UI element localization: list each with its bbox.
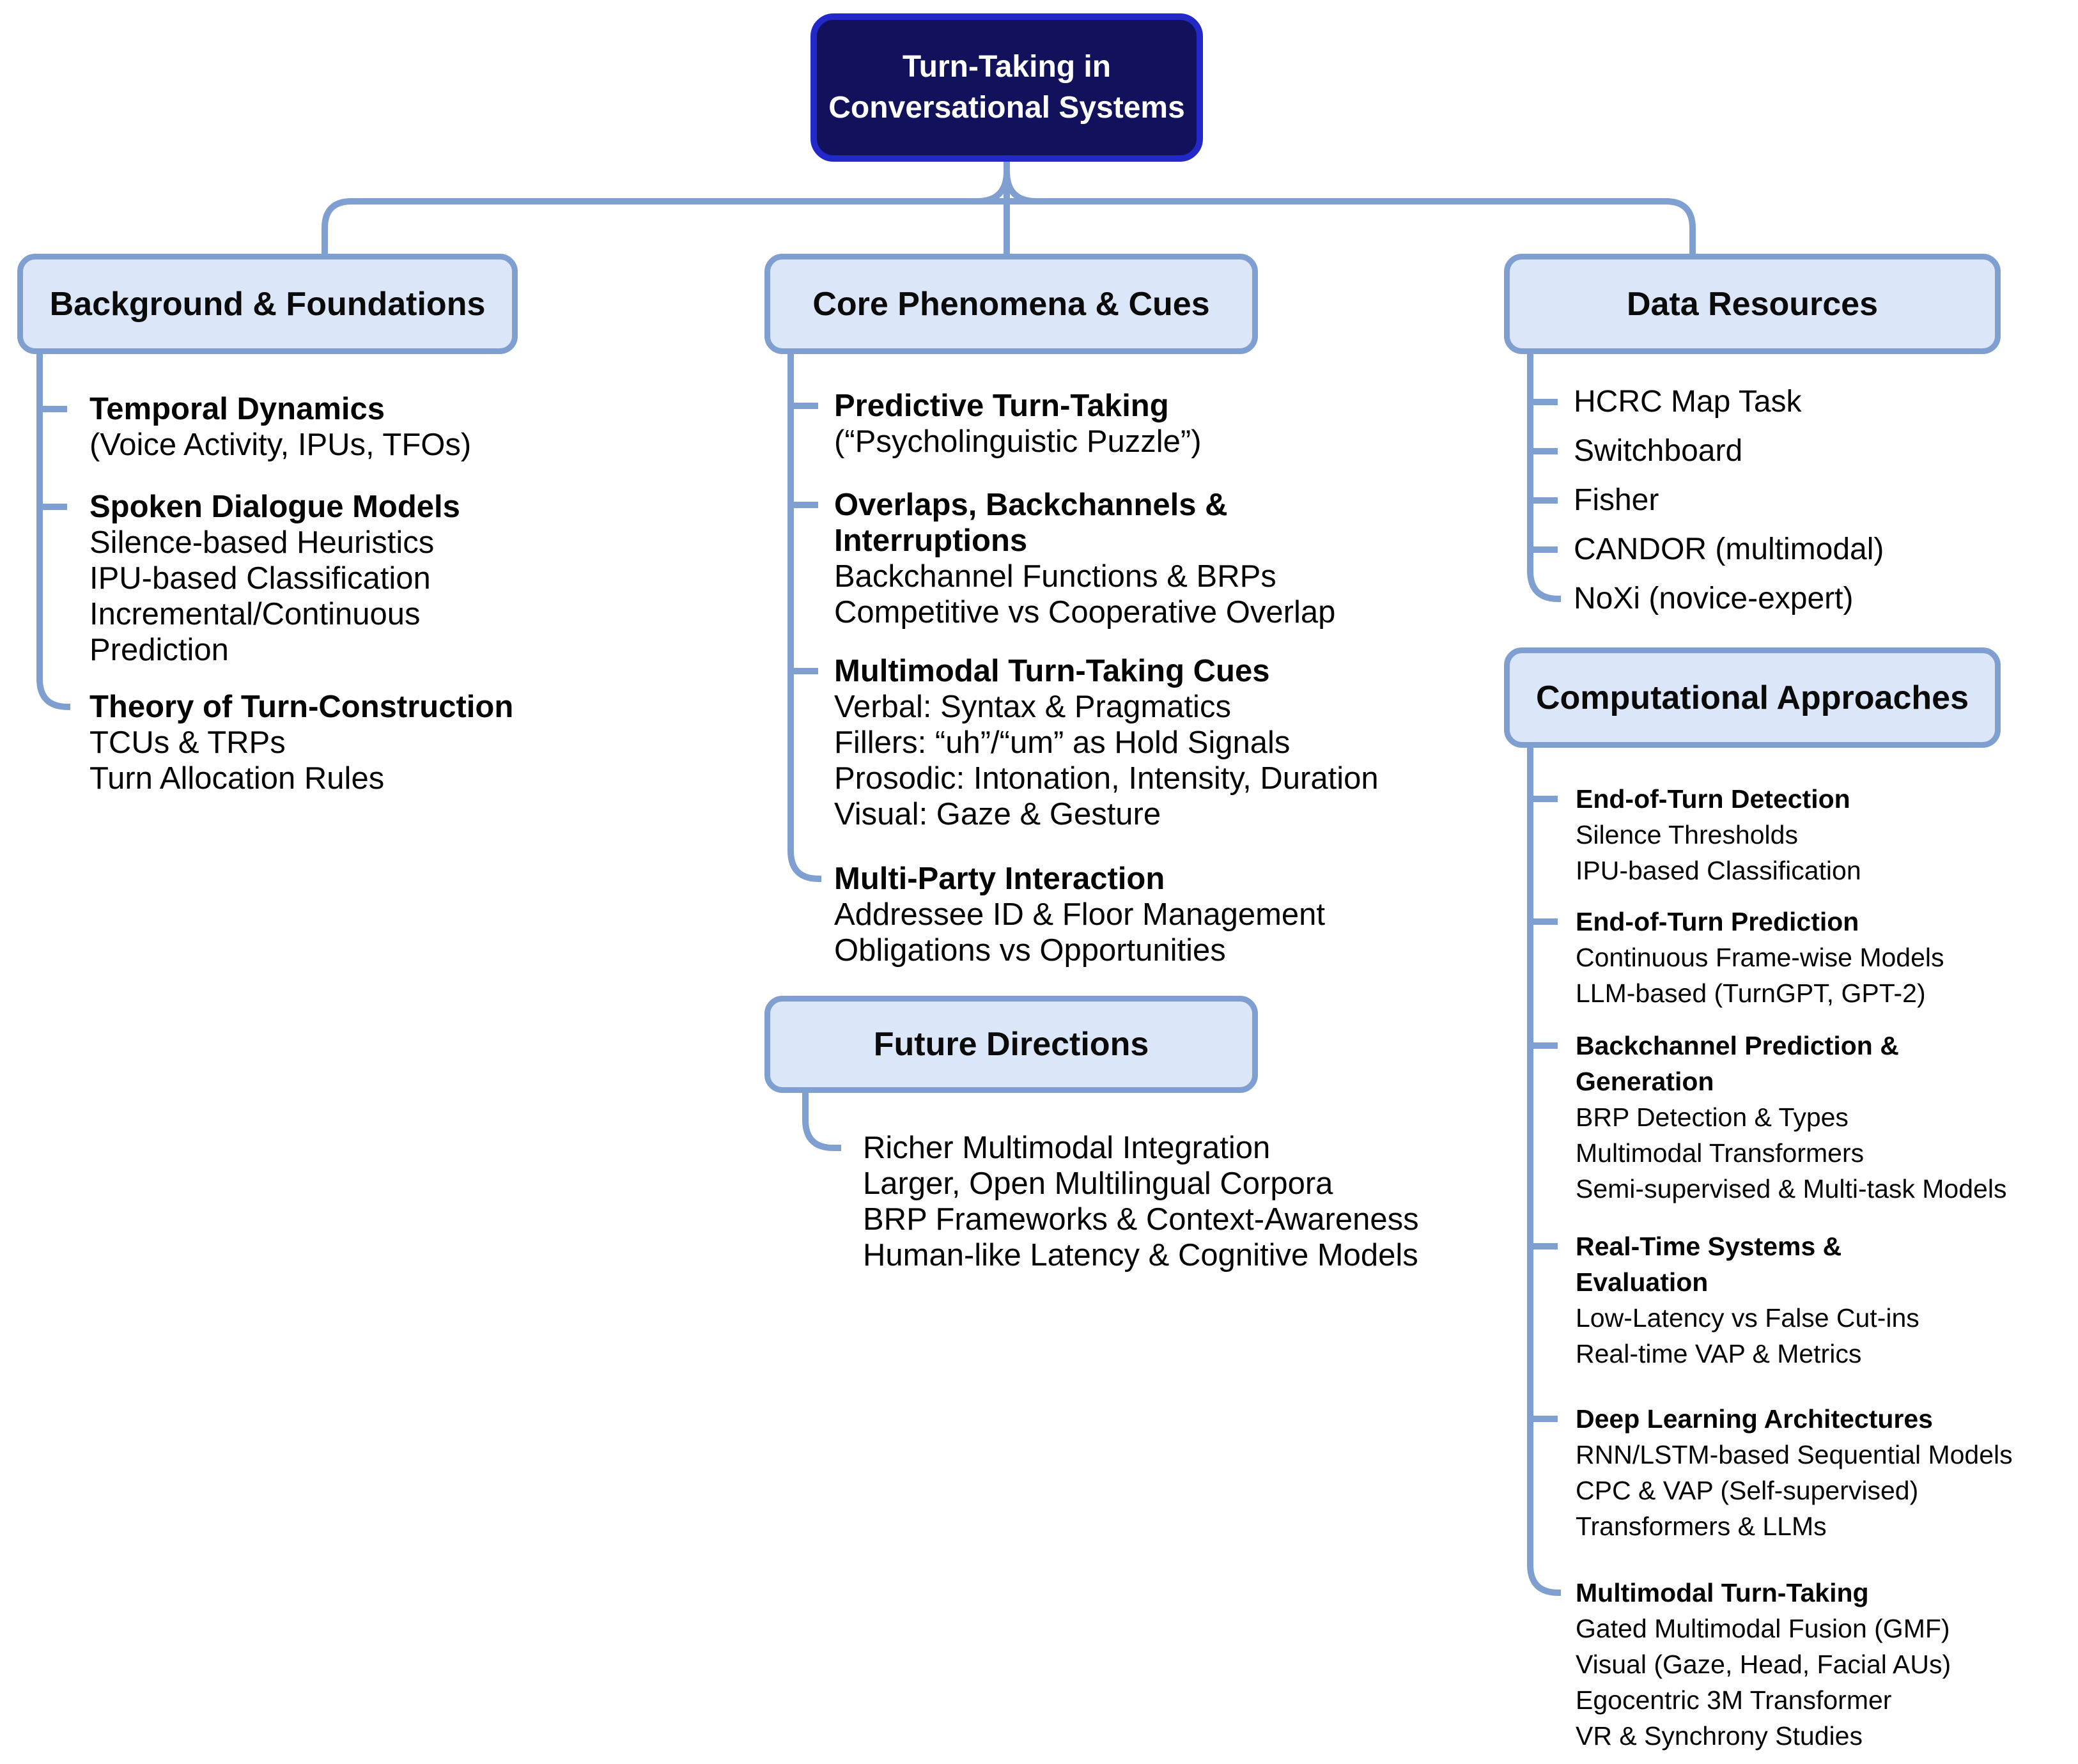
branch-item [1574, 384, 1802, 420]
item-sub: IPU-based Classification [89, 561, 431, 596]
branch-item [1574, 483, 1659, 518]
section-box-background [17, 254, 518, 354]
item-sub: Multimodal Transformers [1576, 1138, 1865, 1168]
item-sub: Continuous Frame-wise Models [1576, 943, 1944, 972]
branch-item [834, 487, 1335, 630]
item-sub: (“Psycholinguistic Puzzle”) [834, 424, 1202, 459]
item-heading: End-of-Turn Detection [1576, 784, 1850, 814]
item-sub: Human-like Latency & Cognitive Models [863, 1238, 1418, 1273]
item-sub: Silence-based Heuristics [89, 525, 435, 560]
item-heading: End-of-Turn Prediction [1576, 907, 1859, 936]
item-heading: Backchannel Prediction & [1576, 1031, 1899, 1060]
branch-item [89, 689, 513, 796]
item-heading: Real-Time Systems & [1576, 1232, 1842, 1261]
item-heading: Interruptions [834, 523, 1028, 558]
item-sub: Switchboard [1574, 434, 1743, 468]
branch-item [89, 391, 471, 463]
item-sub: Visual (Gaze, Head, Facial AUs) [1576, 1650, 1951, 1679]
section-title-background: Background & Foundations [49, 285, 486, 323]
root-node [810, 13, 1203, 162]
item-heading: Overlaps, Backchannels & [834, 488, 1228, 522]
section-box-future [764, 996, 1258, 1093]
item-sub: HCRC Map Task [1574, 385, 1802, 419]
section-title-future: Future Directions [873, 1026, 1149, 1063]
item-sub: NoXi (novice-expert) [1574, 582, 1854, 615]
branch-item [89, 489, 460, 668]
item-heading: Temporal Dynamics [89, 392, 385, 426]
item-sub: Gated Multimodal Fusion (GMF) [1576, 1614, 1950, 1643]
item-heading: Multimodal Turn-Taking Cues [834, 654, 1270, 688]
item-heading: Generation [1576, 1067, 1714, 1096]
branch-item [834, 861, 1325, 968]
item-sub: Fisher [1574, 483, 1659, 517]
future-branch-line [805, 1093, 841, 1148]
item-sub: TCUs & TRPs [89, 725, 286, 760]
item-heading: Theory of Turn-Construction [89, 690, 514, 724]
item-sub: Silence Thresholds [1576, 820, 1798, 849]
branch-item [1576, 781, 1861, 888]
item-sub: VR & Synchrony Studies [1576, 1721, 1863, 1751]
item-sub: RNN/LSTM-based Sequential Models [1576, 1440, 2013, 1469]
item-sub: Competitive vs Cooperative Overlap [834, 595, 1336, 630]
item-sub: CANDOR (multimodal) [1574, 532, 1884, 566]
item-sub: CPC & VAP (Self-supervised) [1576, 1476, 1919, 1505]
item-heading: Predictive Turn-Taking [834, 389, 1169, 423]
item-sub: Richer Multimodal Integration [863, 1131, 1271, 1165]
section-title-computational: Computational Approaches [1535, 679, 1969, 716]
branch-item [1576, 904, 1944, 1011]
branch-item [834, 388, 1202, 460]
section-box-computational [1504, 647, 2001, 748]
item-sub: BRP Frameworks & Context-Awareness [863, 1202, 1419, 1237]
item-sub: BRP Detection & Types [1576, 1102, 1849, 1132]
core-branch-line [791, 354, 821, 879]
item-sub: Prediction [89, 633, 229, 667]
item-heading: Evaluation [1576, 1267, 1709, 1297]
item-sub: Obligations vs Opportunities [834, 933, 1226, 968]
item-heading: Multimodal Turn-Taking [1576, 1578, 1869, 1607]
item-sub: Egocentric 3M Transformer [1576, 1685, 1892, 1715]
branch-item [834, 653, 1379, 832]
item-sub: IPU-based Classification [1576, 856, 1861, 885]
section-title-core: Core Phenomena & Cues [812, 285, 1210, 323]
branch-item [1574, 433, 1742, 469]
branch-item [1576, 1401, 2013, 1544]
item-sub: Larger, Open Multilingual Corpora [863, 1166, 1333, 1201]
item-sub: Turn Allocation Rules [89, 761, 385, 796]
item-sub: Semi-supervised & Multi-task Models [1576, 1174, 2007, 1203]
branch-item [1574, 532, 1884, 568]
branch-item [1576, 1028, 2006, 1207]
branch-item [1576, 1228, 1919, 1372]
item-sub: Real-time VAP & Metrics [1576, 1339, 1862, 1368]
item-sub: Transformers & LLMs [1576, 1512, 1827, 1541]
section-box-data-resources [1504, 254, 2001, 354]
item-heading: Spoken Dialogue Models [89, 490, 460, 524]
data-branch-line [1530, 354, 1561, 599]
item-heading: Multi-Party Interaction [834, 862, 1165, 896]
item-sub: Verbal: Syntax & Pragmatics [834, 690, 1231, 724]
root-title-line2: Conversational Systems [828, 91, 1185, 125]
root-title-line1: Turn-Taking in [902, 50, 1112, 84]
root-stem-flare-left [977, 171, 1007, 201]
item-sub: Low-Latency vs False Cut-ins [1576, 1303, 1919, 1333]
item-sub: Prosodic: Intonation, Intensity, Duration [834, 761, 1379, 796]
branch-item [1574, 581, 1853, 617]
root-stem-flare-right [1007, 171, 1037, 201]
item-sub: Incremental/Continuous [89, 597, 421, 631]
item-sub: (Voice Activity, IPUs, TFOs) [89, 428, 472, 462]
section-title-data-resources: Data Resources [1626, 285, 1879, 323]
item-sub: Backchannel Functions & BRPs [834, 559, 1276, 594]
branch-item [1576, 1575, 1951, 1754]
item-sub: LLM-based (TurnGPT, GPT-2) [1576, 979, 1926, 1008]
item-sub: Visual: Gaze & Gesture [834, 797, 1161, 832]
section-box-core [764, 254, 1258, 354]
item-sub: Addressee ID & Floor Management [834, 897, 1326, 932]
item-sub: Fillers: “uh”/“um” as Hold Signals [834, 725, 1291, 760]
branch-item [863, 1130, 1419, 1273]
comp-branch-line [1530, 748, 1561, 1593]
item-heading: Deep Learning Architectures [1576, 1404, 1933, 1434]
